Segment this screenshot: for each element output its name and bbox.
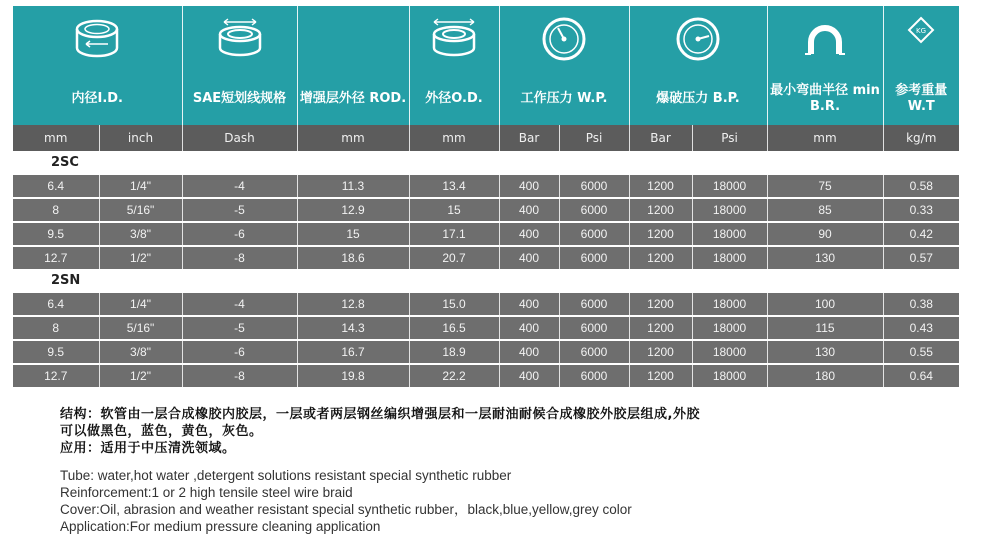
table-cell: 400: [499, 222, 559, 246]
tube-note: Tube: water,hot water ,detergent solutions resistant special synthetic rubber: [60, 468, 512, 483]
table-cell: 22.2: [409, 364, 499, 387]
unit-cell: mm: [409, 125, 499, 151]
table-cell: 14.3: [297, 316, 409, 340]
table-row: [13, 364, 959, 387]
table-cell: 19.8: [297, 364, 409, 387]
col-title-id: 内径I.D.: [13, 72, 182, 125]
col-title-wp: 工作压力 W.P.: [499, 72, 629, 125]
table-cell: -4: [182, 292, 297, 316]
table-cell: 6000: [559, 316, 629, 340]
description-notes: [60, 406, 960, 535]
table-cell: 20.7: [409, 246, 499, 269]
table-cell: 1200: [629, 292, 692, 316]
table-cell: 8: [13, 316, 99, 340]
table-cell: 400: [499, 174, 559, 198]
unit-cell: Psi: [692, 125, 767, 151]
table-row: [13, 198, 959, 222]
table-cell: 18.6: [297, 246, 409, 269]
table-cell: 15.0: [409, 292, 499, 316]
icon-row: [13, 6, 959, 72]
reinforcement-note: Reinforcement:1 or 2 high tensile steel wire braid: [60, 485, 353, 500]
table-row: [13, 292, 959, 316]
table-cell: 130: [767, 340, 883, 364]
table-cell: 1/4": [99, 292, 182, 316]
table-cell: 5/16": [99, 316, 182, 340]
group-header-row: [13, 151, 959, 174]
col-title-br: 最小弯曲半径 min B.R.: [767, 72, 883, 125]
group-header-row: [13, 269, 959, 292]
table-cell: 15: [409, 198, 499, 222]
table-cell: 115: [767, 316, 883, 340]
col-title-wt: 参考重量 W.T: [883, 72, 959, 125]
table-cell: -8: [182, 246, 297, 269]
table-cell: 0.33: [883, 198, 959, 222]
table-cell: 0.57: [883, 246, 959, 269]
table-cell: 18000: [692, 222, 767, 246]
table-cell: 9.5: [13, 340, 99, 364]
table-cell: 400: [499, 198, 559, 222]
table-cell: 13.4: [409, 174, 499, 198]
table-cell: 400: [499, 364, 559, 387]
table-cell: 16.7: [297, 340, 409, 364]
table-cell: 12.7: [13, 364, 99, 387]
table-cell: 1200: [629, 364, 692, 387]
table-cell: 400: [499, 316, 559, 340]
table-cell: 18000: [692, 246, 767, 269]
unit-cell: Psi: [559, 125, 629, 151]
table-cell: 18000: [692, 316, 767, 340]
table-cell: 18000: [692, 364, 767, 387]
table-cell: 9.5: [13, 222, 99, 246]
group-label: 2SC: [13, 151, 959, 174]
pressure-gauge-icon: [499, 6, 629, 72]
table-cell: 6000: [559, 364, 629, 387]
unit-cell: mm: [297, 125, 409, 151]
table-cell: -8: [182, 364, 297, 387]
table-cell: 18.9: [409, 340, 499, 364]
table-cell: 0.58: [883, 174, 959, 198]
table-cell: 18000: [692, 292, 767, 316]
table-cell: 6000: [559, 292, 629, 316]
table-cell: -6: [182, 222, 297, 246]
table-cell: 11.3: [297, 174, 409, 198]
table-cell: -5: [182, 316, 297, 340]
unit-cell: Bar: [629, 125, 692, 151]
table-cell: 1/2": [99, 364, 182, 387]
table-cell: 6000: [559, 222, 629, 246]
unit-cell: mm: [767, 125, 883, 151]
table-cell: -4: [182, 174, 297, 198]
table-cell: 0.38: [883, 292, 959, 316]
table-cell: 90: [767, 222, 883, 246]
table-cell: 75: [767, 174, 883, 198]
table-cell: 16.5: [409, 316, 499, 340]
application-note: Application:For medium pressure cleaning application: [60, 519, 381, 534]
table-cell: 12.7: [13, 246, 99, 269]
table-cell: 12.9: [297, 198, 409, 222]
table-cell: 400: [499, 340, 559, 364]
table-cell: 1/2": [99, 246, 182, 269]
structure-note-cn-2: 可以做黑色，蓝色，黄色，灰色。: [60, 424, 263, 439]
sae-dash-icon: [182, 6, 297, 72]
unit-cell: Bar: [499, 125, 559, 151]
table-cell: 17.1: [409, 222, 499, 246]
structure-note-cn-1: 结构：软管由一层合成橡胶内胶层，一层或者两层钢丝编织增强层和一层耐油耐候合成橡胶外胶层组成,外胶: [60, 407, 700, 422]
table-row: [13, 246, 959, 269]
table-cell: 6000: [559, 340, 629, 364]
bend-radius-icon: [767, 6, 883, 72]
table-cell: 1200: [629, 174, 692, 198]
table-row: [13, 174, 959, 198]
table-cell: 3/8": [99, 222, 182, 246]
table-row: [13, 316, 959, 340]
spec-sheet: [13, 6, 959, 387]
col-title-rod: 增强层外径 ROD.: [297, 72, 409, 125]
group-label: 2SN: [13, 269, 959, 292]
table-cell: -6: [182, 340, 297, 364]
rod-header-blank: [297, 6, 409, 72]
table-cell: 8: [13, 198, 99, 222]
weight-icon: [883, 6, 959, 72]
table-cell: 130: [767, 246, 883, 269]
col-title-sae-dash: SAE短划线规格: [182, 72, 297, 125]
table-cell: 1/4": [99, 174, 182, 198]
inner-diameter-icon: [13, 6, 182, 72]
burst-gauge-icon: [629, 6, 767, 72]
unit-cell: mm: [13, 125, 99, 151]
table-cell: 1200: [629, 246, 692, 269]
table-cell: 180: [767, 364, 883, 387]
spec-table: [13, 6, 959, 387]
table-cell: 5/16": [99, 198, 182, 222]
table-row: [13, 222, 959, 246]
unit-cell: Dash: [182, 125, 297, 151]
table-cell: 400: [499, 292, 559, 316]
table-cell: 18000: [692, 174, 767, 198]
cover-note: Cover:Oil, abrasion and weather resistant special synthetic rubber，black,blue,yellow,grey color: [60, 502, 632, 517]
table-cell: 1200: [629, 222, 692, 246]
table-cell: 85: [767, 198, 883, 222]
table-cell: 0.64: [883, 364, 959, 387]
table-cell: 6000: [559, 246, 629, 269]
table-row: [13, 340, 959, 364]
table-cell: 3/8": [99, 340, 182, 364]
unit-cell: kg/m: [883, 125, 959, 151]
table-cell: -5: [182, 198, 297, 222]
application-note-cn: 应用：适用于中压清洗领域。: [60, 441, 236, 456]
table-cell: 0.55: [883, 340, 959, 364]
col-title-od: 外径O.D.: [409, 72, 499, 125]
table-cell: 1200: [629, 198, 692, 222]
col-title-bp: 爆破压力 B.P.: [629, 72, 767, 125]
outer-diameter-icon: [409, 6, 499, 72]
table-cell: 12.8: [297, 292, 409, 316]
table-cell: 6000: [559, 198, 629, 222]
title-row: [13, 72, 959, 125]
table-cell: 1200: [629, 340, 692, 364]
table-cell: 18000: [692, 340, 767, 364]
table-cell: 6.4: [13, 174, 99, 198]
table-cell: 18000: [692, 198, 767, 222]
table-cell: 1200: [629, 316, 692, 340]
table-cell: 100: [767, 292, 883, 316]
table-cell: 0.42: [883, 222, 959, 246]
table-cell: 15: [297, 222, 409, 246]
table-cell: 6000: [559, 174, 629, 198]
table-cell: 400: [499, 246, 559, 269]
table-cell: 6.4: [13, 292, 99, 316]
unit-row: [13, 125, 959, 151]
svg-text:KG: KG: [916, 27, 927, 35]
unit-cell: inch: [99, 125, 182, 151]
table-cell: 0.43: [883, 316, 959, 340]
